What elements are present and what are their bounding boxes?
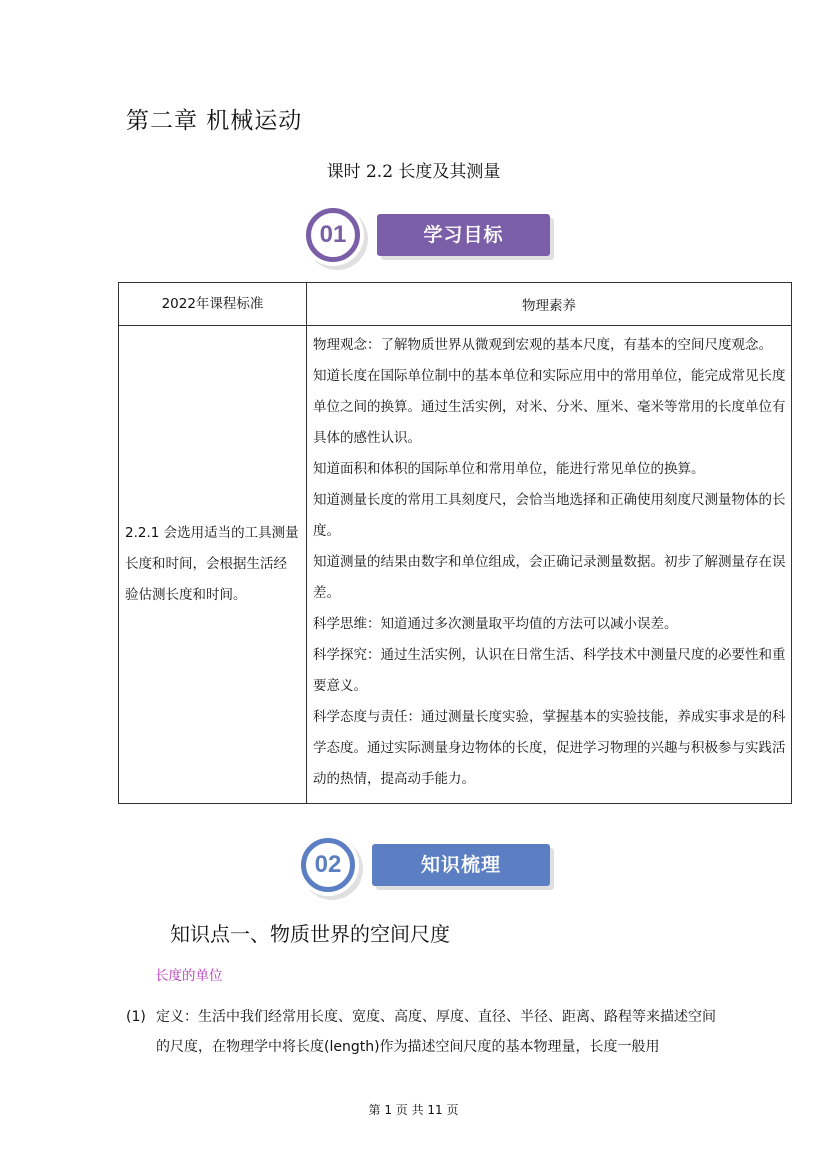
table-header-row (119, 283, 792, 326)
literacy-paragraph: 物理观念：了解物质世界从微观到宏观的基本尺度，有基本的空间尺度观念。 (313, 337, 772, 353)
standard-cell: 2.2.1 会选用适当的工具测量长度和时间，会根据生活经验估测长度和时间。 (119, 326, 307, 804)
literacy-paragraph: 知道长度在国际单位制中的基本单位和实际应用中的常用单位，能完成常见长度单位之间的换算。通过生活实例，对米、分米、厘米、毫米等常用的长度单位有具体的感性认识。 (313, 368, 786, 446)
knowledge-subtitle: 长度的单位 (155, 968, 223, 984)
knowledge-item (126, 1002, 716, 1062)
literacy-paragraph: 科学思维：知道通过多次测量取平均值的方法可以减小误差。 (313, 616, 678, 632)
section-number-badge (302, 204, 364, 266)
item-number: (1) (126, 1009, 146, 1025)
table-header-cell: 2022年课程标准 (119, 283, 307, 326)
section-number-badge (297, 834, 359, 896)
literacy-paragraph: 知道面积和体积的国际单位和常用单位，能进行常见单位的换算。 (313, 461, 705, 477)
literacy-paragraph: 科学态度与责任：通过测量长度实验，掌握基本的实验技能，养成实事求是的科学态度。通过实际测量身边物体的长度，促进学习物理的兴趣与积极参与实践活动的热情，提高动手能力。 (313, 709, 786, 787)
literacy-paragraph: 知道测量的结果由数字和单位组成，会正确记录测量数据。初步了解测量存在误差。 (313, 554, 786, 601)
table-header-cell: 物理素养 (307, 283, 792, 326)
table-row (119, 326, 792, 804)
page-footer: 第 1 页 共 11 页 (368, 1103, 459, 1117)
chapter-title: 第二章 机械运动 (126, 108, 303, 134)
section-number: 02 (314, 851, 342, 878)
item-text: 定义：生活中我们经常用长度、宽度、高度、厚度、直径、半径、距离、路程等来描述空间的尺度，在物理学中将长度(length)作为描述空间尺度的基本物理量，长度一般用 (156, 1009, 716, 1055)
learning-goals-table (118, 282, 792, 804)
section-label: 知识梳理 (372, 844, 550, 886)
literacy-cell (307, 326, 792, 804)
section-label: 学习目标 (377, 214, 550, 256)
section-number: 01 (319, 221, 347, 248)
literacy-paragraph: 知道测量长度的常用工具刻度尺，会恰当地选择和正确使用刻度尺测量物体的长度。 (313, 492, 786, 539)
knowledge-point-title: 知识点一、物质世界的空间尺度 (170, 922, 450, 946)
literacy-paragraph: 科学探究：通过生活实例，认识在日常生活、科学技术中测量尺度的必要性和重要意义。 (313, 647, 786, 694)
lesson-title: 课时 2.2 长度及其测量 (326, 162, 501, 182)
